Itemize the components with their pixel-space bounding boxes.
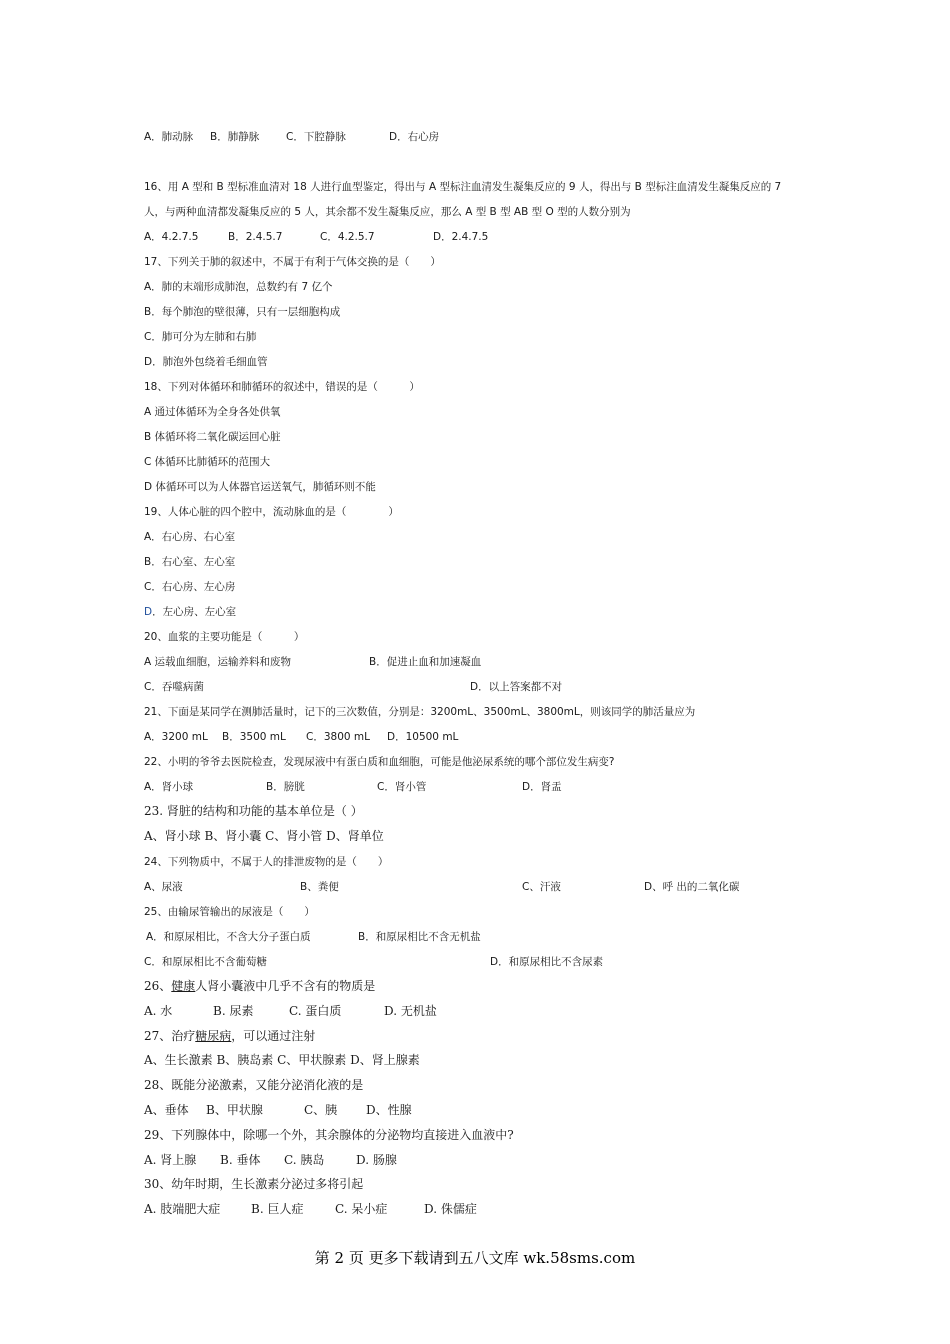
text-segment: D 体循环可以为人体器官运送氧气，肺循环则不能 [144,481,376,493]
text-segment: A、垂体 [144,1103,189,1117]
text-segment: A．肺动脉 [144,131,194,143]
text-segment: B. 垂体 [220,1153,261,1167]
text-segment: A. 肢端肥大症 [144,1202,221,1216]
text-segment: 18、下列对体循环和肺循环的叙述中，错误的是（ ） [144,381,420,393]
text-segment: C．4.2.5.7 [320,231,375,243]
text-segment: B 体循环将二氧化碳运回心脏 [144,431,281,443]
text-segment: 26、健康人肾小囊液中几乎不含有的物质是 [144,979,376,993]
text-segment: B．和原尿相比不含无机盐 [358,931,481,943]
text-segment: D、呼 出的二氧化碳 [644,881,740,893]
text-segment: B．2.4.5.7 [228,231,283,243]
text-segment: 22、小明的爷爷去医院检查，发现尿液中有蛋白质和血细胞，可能是他泌尿系统的哪个部位发生病变? [144,756,615,768]
text-segment: 24、下列物质中，不属于人的排泄废物的是（ ） [144,856,389,868]
text-segment: 20、血浆的主要功能是（ ） [144,631,305,643]
text-segment: C. 胰岛 [284,1153,325,1167]
text-segment: C 体循环比肺循环的范围大 [144,456,271,468]
text-segment: A．3200 mL [144,731,208,743]
text-segment: B．右心室、左心室 [144,556,236,568]
text-segment: B．每个肺泡的壁很薄，只有一层细胞构成 [144,306,341,318]
text-segment: A．右心房、右心室 [144,531,236,543]
text-segment: C．右心房、左心房 [144,581,236,593]
text-segment: A．和原尿相比，不含大分子蛋白质 [146,931,311,943]
text-segment: A、肾小球 B、肾小囊 C、肾小管 D、肾单位 [144,829,384,843]
text-segment: 19、人体心脏的四个腔中，流动脉血的是（ ） [144,506,399,518]
text-segment: 28、既能分泌激素，又能分泌消化液的是 [144,1078,364,1092]
text-segment: C．下腔静脉 [286,131,346,143]
text-segment: 23. 肾脏的结构和功能的基本单位是（ ） [144,804,363,818]
text-segment: A、生长激素 B、胰岛素 C、甲状腺素 D、肾上腺素 [144,1053,420,1067]
text-segment: D．10500 mL [387,731,459,743]
text-segment: B．3500 mL [222,731,286,743]
text-segment: C．和原尿相比不含葡萄糖 [144,956,267,968]
text-segment: A 通过体循环为全身各处供氧 [144,406,281,418]
text-segment: C．3800 mL [306,731,370,743]
text-segment: A. 肾上腺 [144,1153,197,1167]
text-segment: A．4.2.7.5 [144,231,199,243]
text-segment: C．吞噬病菌 [144,681,204,693]
text-segment: B．促进止血和加速凝血 [369,656,482,668]
text-segment: A．肺的末端形成肺泡，总数约有 7 亿个 [144,281,333,293]
text-segment: A．肾小球 [144,781,194,793]
text-segment: B. 尿素 [213,1004,254,1018]
page-footer: 第 2 页 更多下载请到五八文库 wk.58sms.com [314,1249,636,1267]
text-segment: C．肾小管 [377,781,427,793]
text-segment: D．右心房 [389,131,440,143]
text-segment: B、粪便 [300,881,339,893]
text-segment: B．肺静脉 [210,131,260,143]
text-segment: B．膀胱 [266,781,305,793]
text-segment: 30、幼年时期，生长激素分泌过多将引起 [144,1177,364,1191]
text-segment: 17、下列关于肺的叙述中，不属于有利于气体交换的是（ ） [144,256,441,268]
text-segment: D. 肠腺 [356,1153,397,1167]
text-segment: 29、下列腺体中，除哪一个外，其余腺体的分泌物均直接进入血液中? [144,1128,514,1142]
text-segment: 16、用 A 型和 B 型标准血清对 18 人进行血型鉴定，得出与 A 型标注血清发生凝集反应的 9 人，得出与 B 型标注血清发生凝集反应的 7 [144,181,782,193]
text-segment: C．肺可分为左肺和右肺 [144,331,257,343]
text-segment: C. 蛋白质 [289,1004,342,1018]
text-segment: C、胰 [304,1103,338,1117]
text-segment: B. 巨人症 [251,1202,304,1216]
text-segment: 21、下面是某同学在测肺活量时，记下的三次数值，分别是：3200mL、3500mL、3800mL，则该同学的肺活量应为 [144,706,696,718]
text-segment: D．肾盂 [522,781,562,793]
text-segment: D．和原尿相比不含尿素 [490,956,604,968]
text-segment: 25、由输尿管输出的尿液是（ ） [144,906,315,918]
text-segment: C、汗液 [522,881,561,893]
text-segment: 人，与两种血清都发凝集反应的 5 人，其余都不发生凝集反应，那么 A 型 B 型 AB 型 O 型的人数分别为 [144,206,631,218]
text-segment: D．左心房、左心室 [144,606,237,618]
text-segment: C. 呆小症 [335,1202,388,1216]
text-segment: A. 水 [144,1004,173,1018]
text-segment: A、尿液 [144,881,183,893]
text-segment: D．以上答案都不对 [470,681,563,693]
text-segment: D、性腺 [366,1103,412,1117]
text-segment: D. 无机盐 [384,1004,437,1018]
text-segment: D. 侏儒症 [424,1202,477,1216]
text-segment: A 运载血细胞，运输养料和废物 [144,656,292,668]
text-segment: D．肺泡外包绕着毛细血管 [144,356,268,368]
text-segment: B、甲状腺 [206,1103,263,1117]
text-segment: D．2.4.7.5 [433,231,489,243]
text-segment: 27、治疗糖尿病，可以通过注射 [144,1029,316,1043]
